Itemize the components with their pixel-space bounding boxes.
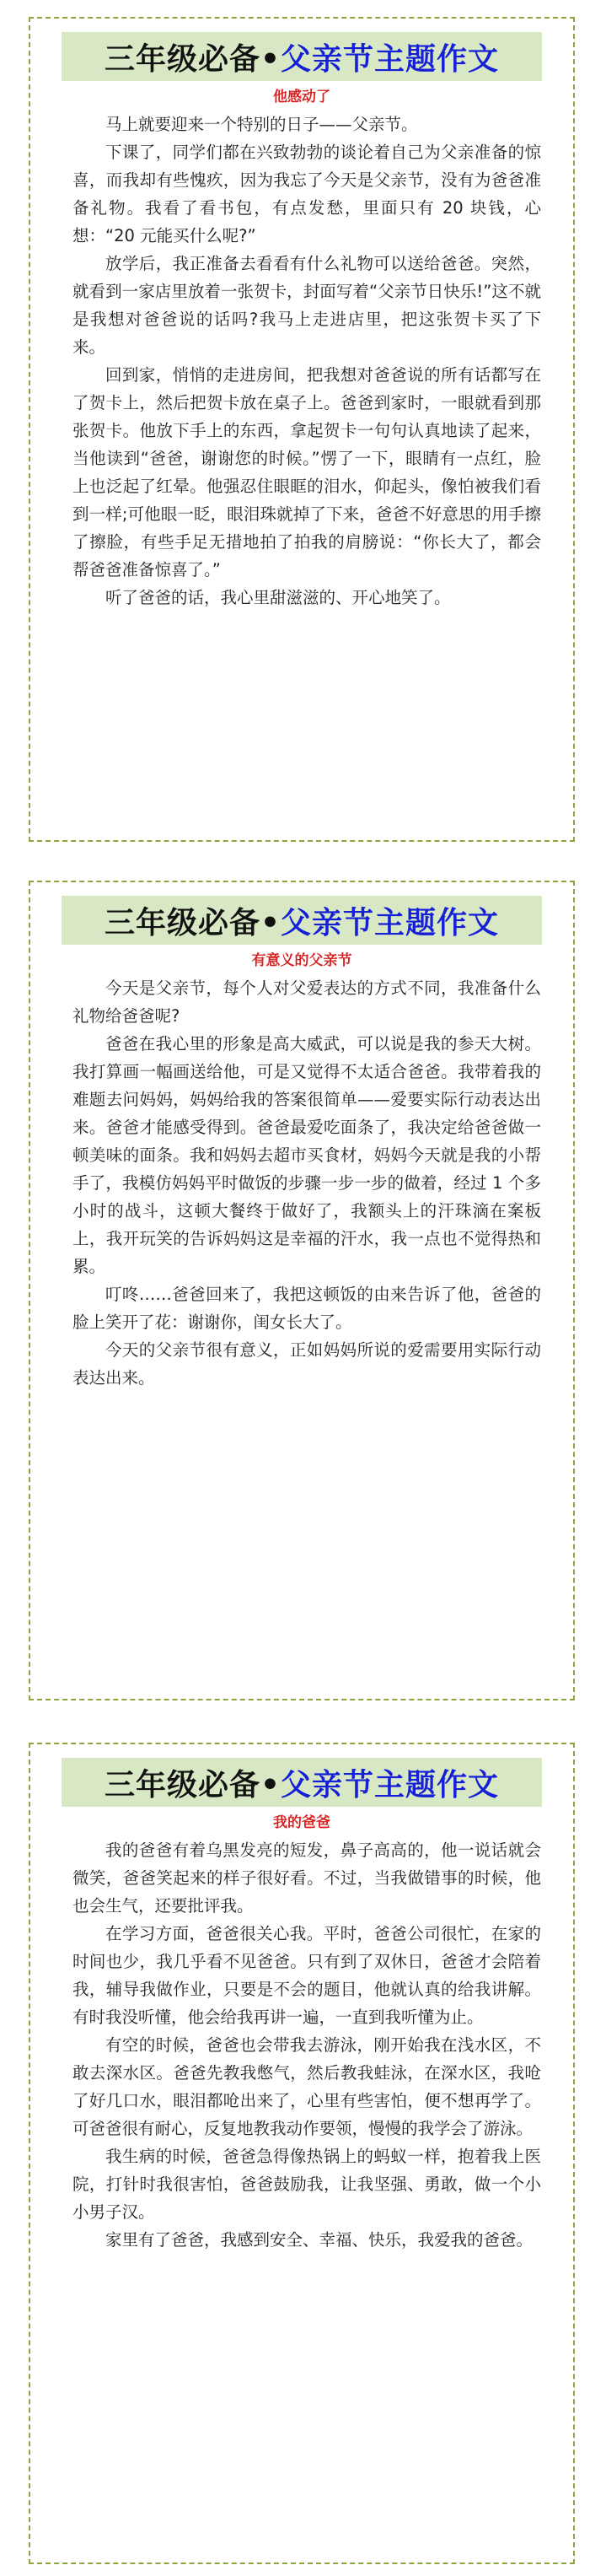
essay-title: 我的爸爸	[273, 1814, 330, 1831]
banner-prefix: 三年级必备•	[104, 905, 281, 940]
essay-body	[30, 105, 573, 612]
paragraph: 马上就要迎来一个特别的日子——父亲节。	[105, 115, 418, 134]
paragraph: 今天的父亲节很有意义，正如妈妈所说的爱需要用实际行动表达出来。	[72, 1340, 541, 1388]
paragraph: 家里有了爸爸，我感到安全、幸福、快乐，我爱我的爸爸。	[105, 2230, 534, 2250]
essay-title: 他感动了	[273, 89, 330, 105]
paragraph: 叮咚……爸爸回来了，我把这顿饭的由来告诉了他，爸爸的脸上笑开了花：谢谢你，闺女长大了。	[72, 1285, 541, 1332]
essay-card-1	[29, 17, 575, 842]
banner-prefix: 三年级必备•	[104, 1767, 281, 1803]
essay-card-3	[29, 1743, 575, 2564]
paragraph: 我的爸爸有着乌黑发亮的短发，鼻子高高的，他一说话就会微笑，爸爸笑起来的样子很好看。不过，当我做错事的时候，他也会生气，还要批评我。	[72, 1840, 541, 1916]
paragraph: 有空的时候，爸爸也会带我去游泳，刚开始我在浅水区，不敢去深水区。爸爸先教我憋气，然后教我蛙泳，在深水区，我呛了好几口水，眼泪都呛出来了，心里有些害怕，便不想再学了。可爸爸很有耐心，反复地教我动作要领，慢慢的我学会了游泳。	[72, 2035, 541, 2138]
paragraph: 放学后，我正准备去看看有什么礼物可以送给爸爸。突然，就看到一家店里放着一张贺卡，封面写着“父亲节日快乐!”这不就是我想对爸爸说的话吗?我马上走进店里，把这张贺卡买了下来。	[72, 254, 541, 357]
paragraph: 在学习方面，爸爸很关心我。平时，爸爸公司很忙，在家的时间也少，我几乎看不见爸爸。只有到了双休日，爸爸才会陪着我，辅导我做作业，只要是不会的题目，他就认真的给我讲解。有时我没听懂，他会给我再讲一遍，一直到我听懂为止。	[72, 1924, 541, 2027]
banner	[62, 1758, 542, 1807]
essay-title: 有意义的父亲节	[251, 952, 352, 969]
essay-body	[30, 969, 573, 1392]
paragraph: 回到家，悄悄的走进房间，把我想对爸爸说的所有话都写在了贺卡上，然后把贺卡放在桌子上。爸爸到家时，一眼就看到那张贺卡。他放下手上的东西，拿起贺卡一句句认真地读了起来，当他读到“爸爸，谢谢您的时候。”愣了一下，眼睛有一点红，脸上也泛起了红晕。他强忍住眼眶的泪水，仰起头，像怕被我们看到一样;可他眼一眨，眼泪珠就掉了下来，爸爸不好意思的用手擦了擦脸，有些手足无措地拍了拍我的肩膀说：“你长大了，都会帮爸爸准备惊喜了。”	[72, 365, 541, 579]
paragraph: 爸爸在我心里的形象是高大威武，可以说是我的参天大树。我打算画一幅画送给他，可是又觉得不太适合爸爸。我带着我的难题去问妈妈，妈妈给我的答案很简单——爱要实际行动表达出来。爸爸才能感受得到。爸爸最爱吃面条了，我决定给爸爸做一顿美味的面条。我和妈妈去超市买食材，妈妈今天就是我的小帮手了，我模仿妈妈平时做饭的步骤一步一步的做着，经过 1 个多小时的战斗，这顿大餐终于做好了，我额头上的汗珠滴在案板上，我开玩笑的告诉妈妈这是幸福的汗水，我一点也不觉得热和累。	[72, 1034, 541, 1276]
paragraph: 下课了，同学们都在兴致勃勃的谈论着自己为父亲准备的惊喜，而我却有些愧疚，因为我忘了今天是父亲节，没有为爸爸准备礼物。我看了看书包，有点发愁，里面只有 20 块钱，心想：“20 元能买什么呢?”	[72, 143, 541, 245]
banner-highlight: 父亲节主题作文	[281, 1767, 500, 1803]
banner-prefix: 三年级必备•	[104, 41, 281, 77]
banner-highlight: 父亲节主题作文	[281, 905, 500, 940]
banner-highlight: 父亲节主题作文	[281, 41, 500, 77]
banner	[62, 32, 542, 81]
paragraph: 听了爸爸的话，我心里甜滋滋的、开心地笑了。	[105, 588, 451, 607]
paragraph: 我生病的时候，爸爸急得像热锅上的蚂蚁一样，抱着我上医院，打针时我很害怕，爸爸鼓励我，让我坚强、勇敢，做一个小小男子汉。	[72, 2147, 541, 2222]
essay-card-2	[29, 881, 575, 1700]
paragraph: 今天是父亲节，每个人对父爱表达的方式不同，我准备什么礼物给爸爸呢?	[72, 978, 541, 1026]
banner	[62, 896, 542, 945]
essay-body	[30, 1831, 573, 2254]
